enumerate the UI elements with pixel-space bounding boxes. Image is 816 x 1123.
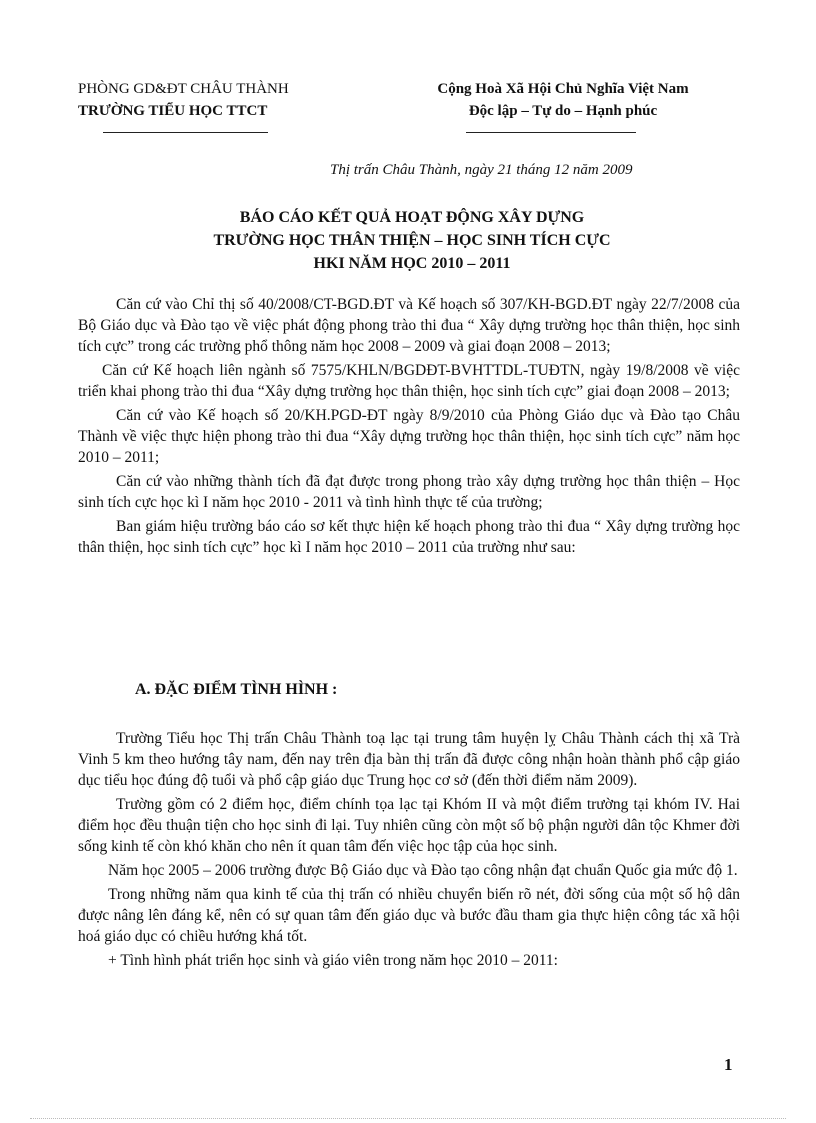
department-name: PHÒNG GD&ĐT CHÂU THÀNH	[78, 81, 289, 97]
title-line-2: TRƯỜNG HỌC THÂN THIỆN – HỌC SINH TÍCH CỰC	[213, 232, 611, 249]
header-left	[78, 78, 338, 122]
school-name: TRƯỜNG TIỂU HỌC TTCT	[78, 103, 268, 119]
paragraph: Căn cứ vào Kế hoạch số 20/KH.PGD-ĐT ngày 8/9/2010 của Phòng Giáo dục và Đào tạo Châu Thành về việc thực hiện phong trào thi đua “Xây dựng trường học thân thiện, học sinh tích cực” năm học 2010 – 2011;	[78, 407, 740, 466]
paragraph: Trường gồm có 2 điểm học, điểm chính tọa lạc tại Khóm II và một điểm trường tại khóm IV. Hai điểm học đều thuận tiện cho học sinh đi lại. Tuy nhiên cũng còn một số bộ phận người dân tộc Khmer đời sống kinh tế còn khó khăn cho nên ít quan tâm đến việc học tập của học sinh.	[78, 796, 740, 855]
header-right-underline	[466, 132, 636, 133]
paragraph: Căn cứ vào những thành tích đã đạt được trong phong trào xây dựng trường học thân thiện – Học sinh tích cực học kì I năm học 2010 - 2011 và tình hình thực tế của trường;	[78, 473, 740, 511]
paragraph: Trong những năm qua kinh tế của thị trấn có nhiều chuyển biến rõ nét, đời sống của một số hộ dân được nâng lên đáng kể, nên có sự quan tâm đến giáo dục và bước đầu tham gia thực hiện công tác xã hội hoá giáo dục có chiều hướng khá tốt.	[78, 886, 740, 945]
title-line-1: BÁO CÁO KẾT QUẢ HOẠT ĐỘNG XÂY DỰNG	[239, 209, 585, 226]
section-a-body	[78, 728, 740, 974]
title-line-3: HKI NĂM HỌC 2010 – 2011	[313, 255, 511, 272]
report-title	[80, 206, 744, 275]
paragraph: Ban giám hiệu trường báo cáo sơ kết thực hiện kế hoạch phong trào thi đua “ Xây dựng trường học thân thiện, học sinh tích cực” học kì I năm học 2010 – 2011 của trường như sau:	[78, 518, 740, 556]
national-motto: Độc lập – Tự do – Hạnh phúc	[468, 103, 658, 119]
section-heading-a: A. ĐẶC ĐIỂM TÌNH HÌNH :	[135, 681, 338, 698]
paragraph: Căn cứ Kế hoạch liên ngành số 7575/KHLN/BGDĐT-BVHTTDL-TUĐTN, ngày 19/8/2008 về việc triển khai phong trào thi đua “Xây dựng trường học thân thiện, học sinh tích cực” giai đoạn 2008 – 2013;	[78, 362, 740, 400]
page-number: 1	[724, 1055, 733, 1074]
paragraph: Căn cứ vào Chỉ thị số 40/2008/CT-BGD.ĐT và Kế hoạch số 307/KH-BGD.ĐT ngày 22/7/2008 của Bộ Giáo dục và Đào tạo về việc phát động phong trào thi đua “ Xây dựng trường học thân thiện, học sinh tích cực” trong các trường phổ thông năm học 2008 – 2009 và giai đoạn 2008 – 2013;	[78, 296, 740, 355]
paragraph: + Tình hình phát triển học sinh và giáo viên trong năm học 2010 – 2011:	[108, 952, 558, 969]
preamble	[78, 294, 740, 561]
header-right	[380, 78, 746, 122]
national-title: Cộng Hoà Xã Hội Chủ Nghĩa Việt Nam	[437, 81, 689, 97]
paragraph: Năm học 2005 – 2006 trường được Bộ Giáo dục và Đào tạo công nhận đạt chuẩn Quốc gia mức độ 1.	[108, 862, 738, 879]
paragraph: Trường Tiểu học Thị trấn Châu Thành toạ lạc tại trung tâm huyện lỵ Châu Thành cách thị xã Trà Vinh 5 km theo hướng tây nam, đến nay trên địa bàn thị trấn đã được công nhận hoàn thành phổ cập giáo dục tiểu học đúng độ tuổi và phổ cập giáo dục Trung học cơ sở (đến thời điểm năm 2009).	[78, 730, 740, 789]
header-left-underline	[103, 132, 268, 133]
footer-divider	[30, 1118, 786, 1119]
place-date: Thị trấn Châu Thành, ngày 21 tháng 12 năm 2009	[330, 162, 633, 178]
